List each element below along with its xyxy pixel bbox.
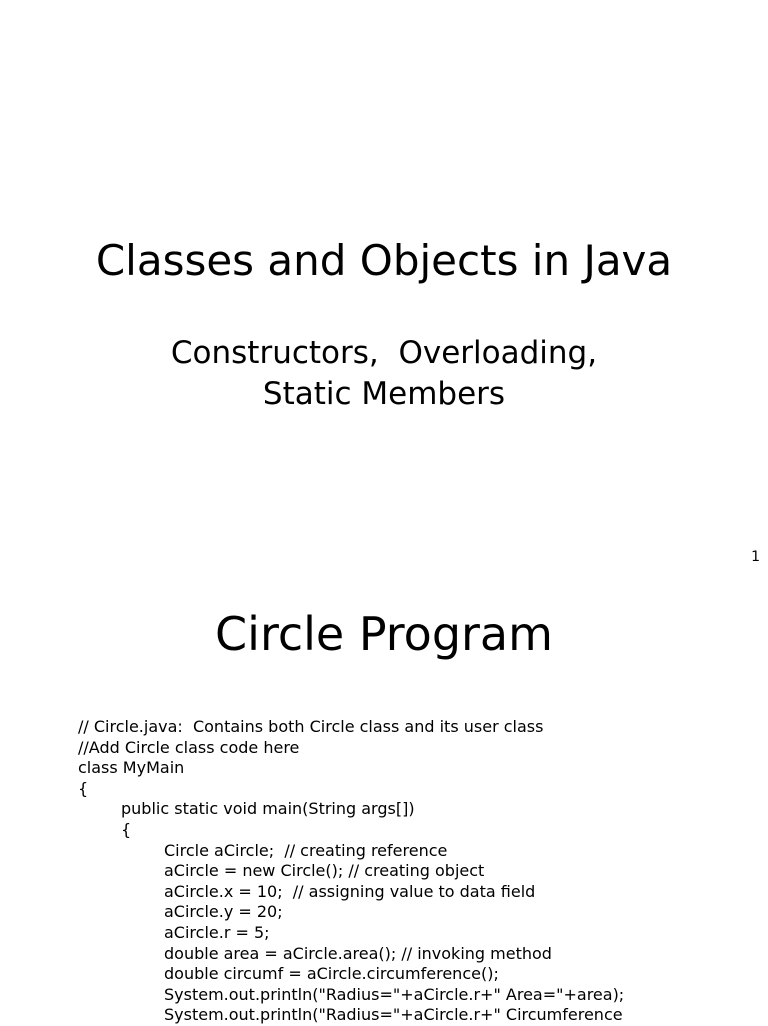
slide-title: Classes and Objects in Java — [95, 236, 673, 285]
subtitle-line: Constructors, Overloading, — [170, 335, 598, 371]
code-line: { — [78, 778, 89, 798]
code-line: public static void main(String args[]) — [121, 799, 415, 819]
code-line: aCircle.r = 5; — [164, 922, 270, 942]
page-number: 1 — [751, 549, 760, 565]
code-line: { — [121, 819, 132, 839]
code-line: aCircle.x = 10; // assigning value to data field — [164, 881, 536, 901]
code-listing — [78, 717, 624, 1026]
slide-title: Circle Program — [215, 607, 553, 661]
code-line: double area = aCircle.area(); // invoking method — [164, 943, 552, 963]
code-line: class MyMain — [78, 758, 185, 778]
code-line: //Add Circle class code here — [78, 737, 300, 757]
code-line: Circle aCircle; // creating reference — [164, 840, 448, 860]
code-line: System.out.println("Radius="+aCircle.r+" Area="+area); — [164, 984, 625, 1004]
code-line: aCircle.y = 20; — [164, 902, 283, 922]
slide-2 — [0, 576, 768, 1024]
code-line: // Circle.java: Contains both Circle class and its user class — [78, 717, 544, 736]
subtitle-line: Static Members — [262, 376, 506, 412]
code-line: System.out.println("Radius="+aCircle.r+" Circumference — [164, 1005, 623, 1025]
slide-subtitle — [0, 333, 768, 415]
code-line: double circumf = aCircle.circumference(); — [164, 964, 499, 984]
code-line: aCircle = new Circle(); // creating object — [164, 861, 485, 881]
